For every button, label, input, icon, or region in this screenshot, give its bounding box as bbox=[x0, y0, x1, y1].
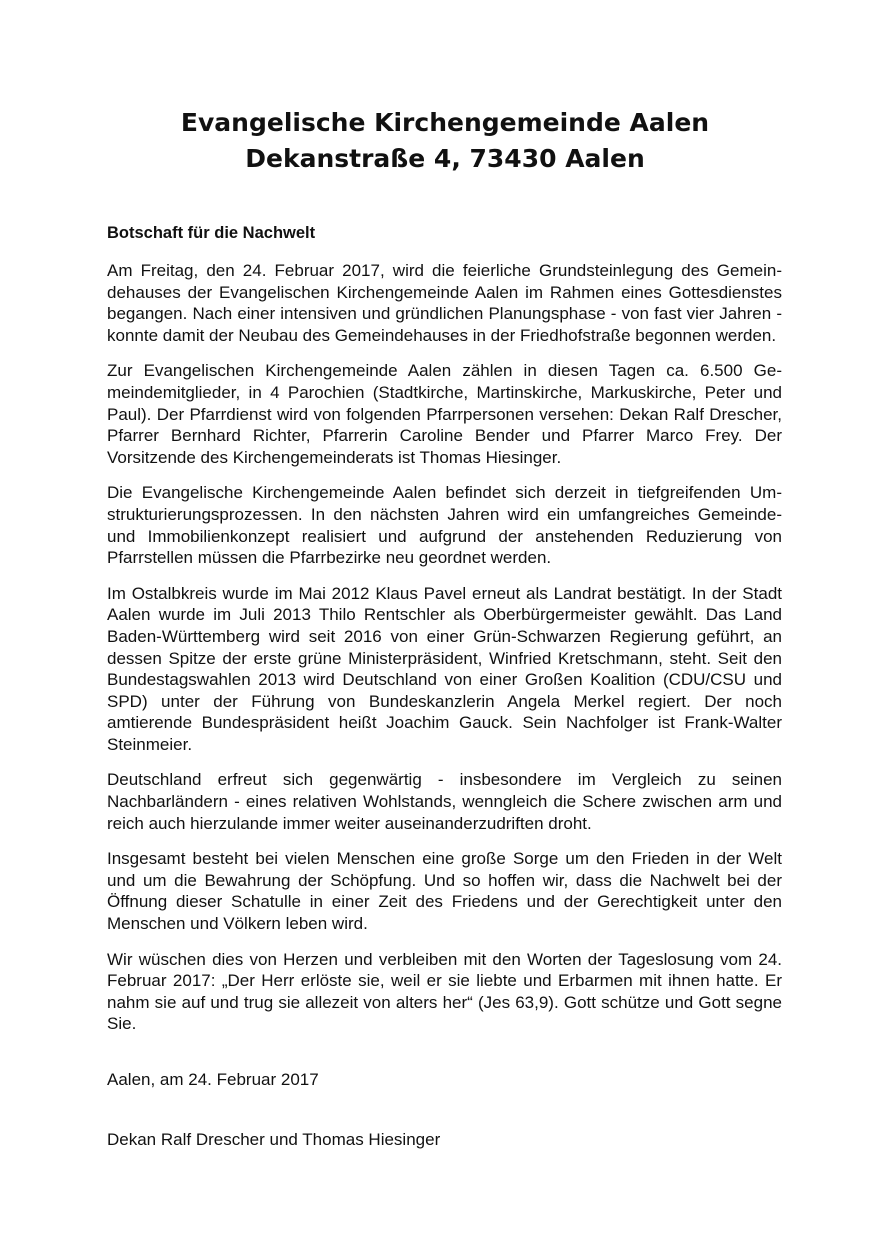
organization-address: Dekanstraße 4, 73430 Aalen bbox=[245, 144, 645, 173]
paragraph-congregation: Zur Evangelischen Kirchengemeinde Aalen zählen in diesen Tagen ca. 6.500 Gemeindemitglieder, in 4 Parochien (Stadtkirche, Martinskirche, Markuskirche, Peter und Paul). Der Pfarrdienst wird von folgenden Pfarrpersonen versehen: Dekan Ralf Drescher, Pfarrer Bernhard Richter, Pfarrerin Caroline Bender und Pfarrer Marco Frey. Der Vorsitzende des Kirchengemeinderats ist Thomas Hiesinger. bbox=[107, 361, 782, 467]
paragraph-hope: Insgesamt besteht bei vielen Menschen eine große Sorge um den Frieden in der Welt und um die Bewahrung der Schöpfung. Und so hoffen wir, dass die Nachwelt bei der Öffnung dieser Schatulle in einer Zeit des Friedens und der Gerechtigkeit unter den Menschen und Völkern leben wird. bbox=[107, 849, 782, 934]
paragraph-politics: Im Ostalbkreis wurde im Mai 2012 Klaus Pavel erneut als Landrat bestätigt. In der Stadt Aalen wurde im Juli 2013 Thilo Rentschler als Oberbürgermeister gewählt. Das Land Baden-Württemberg wird seit 2016 von einer Grün-Schwarzen Regierung geführt, an dessen Spitze der erste grüne Ministerpräsident, Winfried Kretschmann, steht. Seit den Bundestagswahlen 2013 wird Deutschland von einer Großen Koalition (CDU/CSU und SPD) unter der Führung von Bundeskanzlerin Angela Merkel regiert. Der noch amtierende Bundespräsident heißt Joachim Gauck. Sein Nachfolger ist Frank-Walter Steinmeier. bbox=[107, 583, 782, 754]
paragraph-groundbreaking: Am Freitag, den 24. Februar 2017, wird die feierliche Grundsteinlegung des Gemeindehauses der Evangelischen Kirchengemeinde Aalen im Rahmen eines Gottesdienstes begangen. Nach einer intensiven und gründlichen Planungsphase - von fast vier Jahren - konnte damit der Neubau des Gemeindehauses in der Friedhofstraße begonnen werden. bbox=[107, 261, 782, 345]
organization-name: Evangelische Kirchengemeinde Aalen bbox=[180, 108, 710, 137]
paragraph-prosperity: Deutschland erfreut sich gegenwärtig - insbesondere im Vergleich zu seinen Nachbarländern - eines relativen Wohlstands, wenngleich die Schere zwischen arm und reich auch hierzulande immer weiter auseinanderzudriften droht. bbox=[107, 770, 782, 833]
paragraph-blessing: Wir wüschen dies von Herzen und verbleiben mit den Worten der Tageslosung vom 24. Februar 2017: „Der Herr erlöste sie, weil er sie liebte und Erbarmen mit ihnen hatte. Er nahm sie auf und trug sie allezeit von alters her“ (Jes 63,9). Gott schütze und Gott segne Sie. bbox=[107, 949, 782, 1034]
letterhead bbox=[0, 105, 890, 177]
letter-body bbox=[107, 260, 782, 1049]
signatories: Dekan Ralf Drescher und Thomas Hiesinger bbox=[107, 1130, 441, 1149]
paragraph-restructuring: Die Evangelische Kirchengemeinde Aalen befindet sich derzeit in tiefgreifenden Umstrukturierungsprozessen. In den nächsten Jahren wird ein umfangreiches Gemeinde- und Immobilienkonzept realisiert und aufgrund der anstehenden Reduzierung von Pfarrstellen müssen die Pfarrbezirke neu geordnet werden. bbox=[107, 483, 782, 568]
place-and-date: Aalen, am 24. Februar 2017 bbox=[107, 1070, 319, 1089]
letter-subject: Botschaft für die Nachwelt bbox=[107, 224, 316, 242]
